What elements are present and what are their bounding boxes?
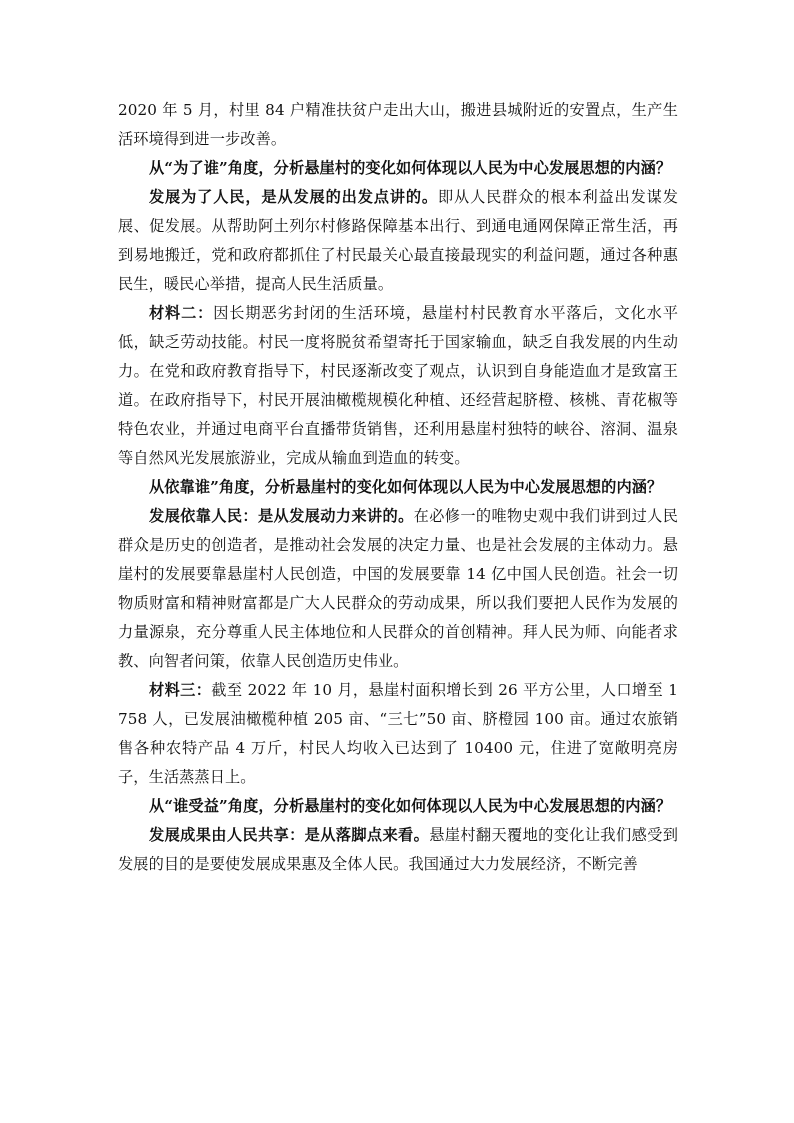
material-two	[118, 299, 678, 473]
answer-lead: 发展为了人民，是从发展的出发点讲的。	[149, 188, 438, 206]
material-body: 因长期恶劣封闭的生活环境，悬崖村村民教育水平落后，文化水平低，缺乏劳动技能。村民一度将脱贫希望寄托于国家输血，缺乏自我发展的内生动力。在党和政府教育指导下，村民逐渐改变了观点，认识到自身能造血才是致富王道。在政府指导下，村民开展油橄榄规模化种植、还经营起脐橙、核桃、青花椒等特色农业，并通过电商平台直播带货销售，还利用悬崖村独特的峡谷、溶洞、温泉等自然风光发展旅游业，完成从输血到造血的转变。	[118, 304, 678, 467]
question-who-benefits: 从“谁受益”角度，分析悬崖村的变化如何体现以人民为中心发展思想的内涵？	[149, 797, 672, 815]
answer-body: 即从人民群众的根本利益出发谋发展、促发展。从帮助阿土列尔村修路保障基本出行、到通电通网保障正常生活，再到易地搬迁，党和政府都抓住了村民最关心最直接最现实的利益问题，通过各种惠民生，暖民心举措，提高人民生活质量。	[118, 188, 678, 293]
answer-shared-by-people	[118, 821, 678, 879]
answer-lead: 发展依靠人民：是从发展动力来讲的。	[149, 507, 414, 525]
material-label: 材料三：	[149, 681, 212, 699]
answer-for-people	[118, 183, 678, 299]
document-page	[118, 96, 678, 879]
question-rely-on-whom: 从依靠谁”角度，分析悬崖村的变化如何体现以人民为中心发展思想的内涵？	[149, 478, 663, 496]
answer-body: 悬崖村翻天覆地的变化让我们感受到发展的目的是要使发展成果惠及全体人民。我国通过大力发展经济，不断完善	[118, 826, 678, 873]
material-body: 截至 2022 年 10 月，悬崖村面积增长到 26 平方公里，人口增至 1758 人，已发展油橄榄种植 205 亩、“三七”50 亩、脐橙园 100 亩。通过农旅销售各种农特产品 4 万斤，村民人均收入已达到了 10400 元，住进了宽敞明亮房子，生活蒸蒸日上。	[118, 681, 678, 786]
answer-lead: 发展成果由人民共享：是从落脚点来看。	[149, 826, 430, 844]
material-label: 材料二：	[149, 304, 214, 322]
answer-rely-on-people	[118, 502, 678, 676]
question-for-whom: 从“为了谁”角度，分析悬崖村的变化如何体现以人民为中心发展思想的内涵？	[149, 159, 672, 177]
answer-body: 在必修一的唯物史观中我们讲到过人民群众是历史的创造者，是推动社会发展的决定力量、也是社会发展的主体动力。悬崖村的发展要靠悬崖村人民创造，中国的发展要靠 14 亿中国人民创造。社会一切物质财富和精神财富都是广大人民群众的劳动成果，所以我们要把人民作为发展的力量源泉，充分尊重人民主体地位和人民群众的首创精神。拜人民为师、向能者求教、向智者问策，依靠人民创造历史伟业。	[118, 507, 678, 670]
material-three	[118, 676, 678, 792]
paragraph-resettlement: 2020 年 5 月，村里 84 户精准扶贫户走出大山，搬进县城附近的安置点，生产生活环境得到进一步改善。	[118, 101, 678, 148]
